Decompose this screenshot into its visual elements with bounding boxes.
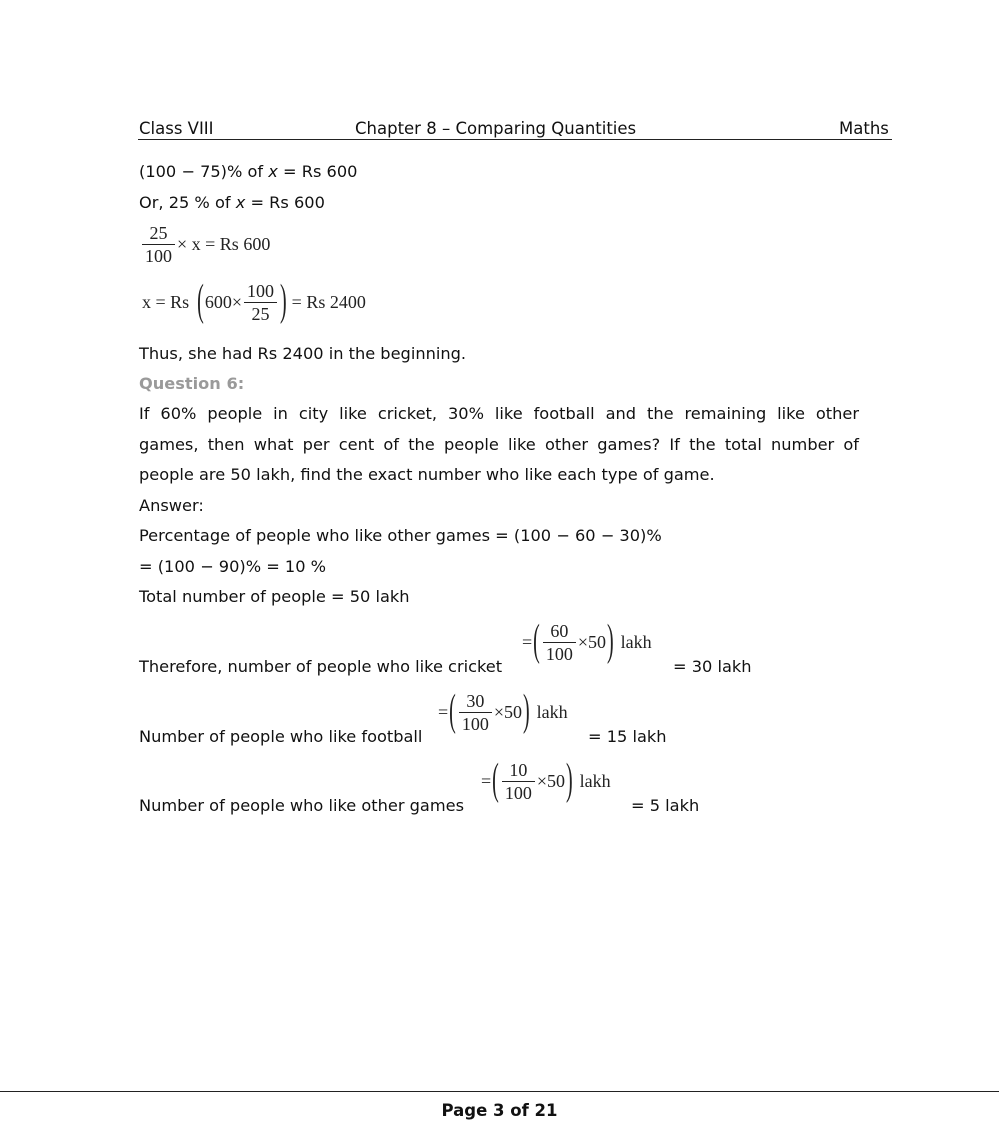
eq2-factor: 600× [204, 292, 242, 312]
cricket-left-paren: ( [533, 617, 540, 666]
cricket-text: Therefore, number of people who like cricket [139, 657, 503, 676]
eq2-fraction [244, 280, 277, 325]
cricket-numerator: 60 [550, 621, 569, 641]
header-rule [138, 139, 892, 140]
line2-text: Or, 25 % of [139, 193, 236, 212]
football-fraction [459, 690, 492, 735]
other-fraction [502, 759, 535, 804]
cricket-result: = 30 lakh [673, 657, 752, 676]
eq2-numerator: 100 [247, 281, 274, 301]
other-eq-prefix: = [481, 771, 492, 791]
football-left-paren: ( [449, 687, 456, 736]
eq1-fraction [142, 222, 175, 267]
question-line-1: If 60% people in city like cricket, 30% like football and the remaining like other [139, 404, 859, 423]
eq1-denominator: 100 [142, 244, 175, 267]
football-text: Number of people who like football [139, 727, 423, 746]
football-eq-prefix: = [438, 702, 449, 722]
text-line-2 [139, 193, 325, 212]
other-result: = 5 lakh [631, 796, 700, 815]
equation-2 [142, 277, 366, 326]
answer-label: Answer: [139, 496, 204, 515]
other-text: Number of people who like other games [139, 796, 465, 815]
footer-rule [0, 1091, 999, 1092]
cricket-times: ×50 [577, 632, 606, 652]
eq2-right-paren: ) [280, 277, 287, 326]
football-equation [438, 687, 568, 736]
question-line-2: games, then what per cent of the people like other games? If the total number of [139, 435, 859, 454]
question-line-3: people are 50 lakh, find the exact number who like each type of game. [139, 465, 715, 484]
other-denominator: 100 [502, 781, 535, 804]
other-equation [481, 756, 611, 805]
eq1-numerator: 25 [149, 223, 168, 243]
eq1-rest: × x = Rs 600 [177, 234, 271, 254]
other-right-paren: ) [565, 756, 573, 805]
eq2-left-paren: ( [197, 277, 204, 326]
cricket-unit: lakh [620, 632, 652, 652]
eq2-lhs: x = Rs [142, 292, 190, 312]
other-left-paren: ( [492, 756, 499, 805]
answer-line-3: Total number of people = 50 lakh [139, 587, 410, 606]
football-right-paren: ) [522, 687, 530, 736]
header-subject: Maths [839, 119, 889, 138]
equation-1 [140, 222, 270, 267]
football-denominator: 100 [459, 712, 492, 735]
header-chapter: Chapter 8 – Comparing Quantities [355, 119, 637, 138]
answer-line-1: Percentage of people who like other games = (100 − 60 − 30)% [139, 526, 662, 545]
conclusion-line: Thus, she had Rs 2400 in the beginning. [139, 344, 467, 363]
answer-line-2: = (100 − 90)% = 10 % [139, 557, 327, 576]
header-class: Class VIII [139, 119, 214, 138]
football-times: ×50 [493, 702, 522, 722]
cricket-right-paren: ) [606, 617, 614, 666]
line2-end: = Rs 600 [245, 193, 325, 212]
text-line-1 [139, 162, 357, 181]
line1-var: x [268, 162, 278, 181]
eq2-rhs: = Rs 2400 [291, 292, 366, 312]
cricket-equation [522, 617, 652, 666]
question-heading: Question 6: [139, 374, 245, 393]
football-unit: lakh [536, 702, 568, 722]
other-unit: lakh [579, 771, 611, 791]
football-numerator: 30 [466, 691, 485, 711]
eq2-denominator: 25 [244, 302, 277, 325]
cricket-fraction [543, 620, 576, 665]
line1-text: (100 − 75)% of [139, 162, 269, 181]
cricket-denominator: 100 [543, 642, 576, 665]
line2-var: x [235, 193, 246, 212]
other-times: ×50 [536, 771, 565, 791]
other-numerator: 10 [509, 760, 528, 780]
cricket-eq-prefix: = [522, 632, 533, 652]
football-result: = 15 lakh [588, 727, 667, 746]
line1-end: = Rs 600 [277, 162, 358, 181]
page-number: Page 3 of 21 [441, 1101, 558, 1120]
